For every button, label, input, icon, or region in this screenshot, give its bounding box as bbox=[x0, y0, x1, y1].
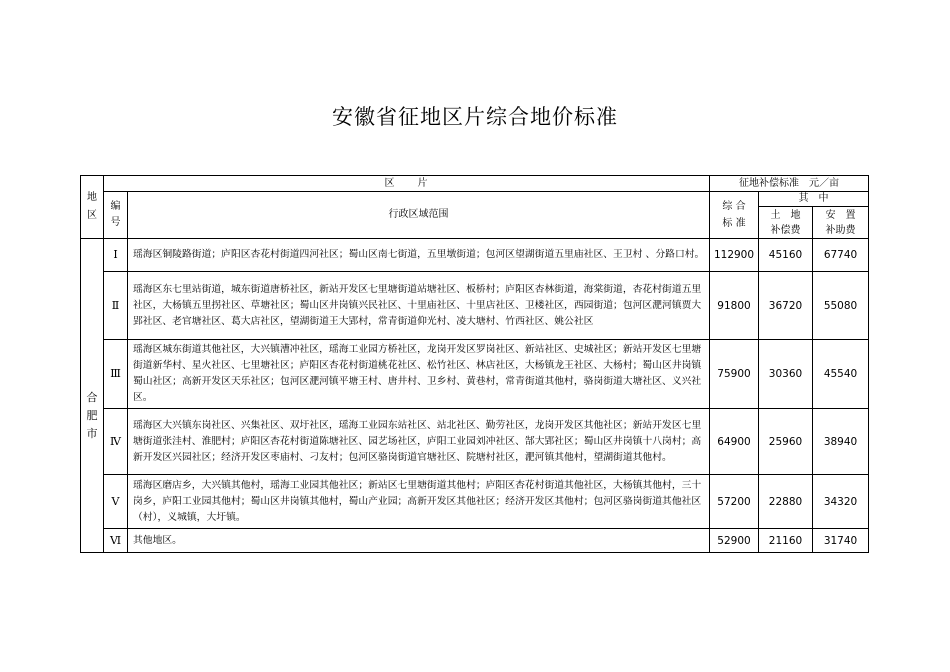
region-name: 合 肥 市 bbox=[81, 239, 104, 553]
admin-scope-header: 行政区域范围 bbox=[128, 192, 710, 239]
resettle-fee-value: 38940 bbox=[813, 409, 869, 475]
resettle-fee-value: 31740 bbox=[813, 529, 869, 553]
zone-number: Ⅱ bbox=[104, 272, 128, 340]
composite-value: 52900 bbox=[710, 529, 759, 553]
resettle-fee-value: 34320 bbox=[813, 475, 869, 529]
zone-number: Ⅲ bbox=[104, 340, 128, 409]
number-header: 编 号 bbox=[104, 192, 128, 239]
page-title: 安徽省征地区片综合地价标准 bbox=[332, 105, 618, 129]
table-row bbox=[81, 239, 869, 272]
composite-value: 64900 bbox=[710, 409, 759, 475]
among-header: 其 中 bbox=[759, 192, 869, 207]
resettle-fee-header: 安 置 补助费 bbox=[813, 207, 869, 239]
table-row bbox=[81, 272, 869, 340]
header-row-1 bbox=[81, 176, 869, 192]
land-fee-value: 25960 bbox=[759, 409, 813, 475]
resettle-fee-value: 67740 bbox=[813, 239, 869, 272]
zone-number: Ⅰ bbox=[104, 239, 128, 272]
zone-scope: 瑶海区大兴镇东岗社区、兴集社区、双圩社区，瑶海工业园东站社区、站北社区、勤劳社区，龙岗开发区其他社区；新站开发区七里塘街道张洼村、淮肥村；庐阳区杏花村街道陈塘社区、园艺场社区，庐阳工业园刘冲社区、郜大郢社区；蜀山区井岗镇十八岗村；高新开发区兴园社区；经济开发区枣庙村、刁友村；包河区骆岗街道官塘社区、院塘村社区，淝河镇其他村，望湖街道其他村。 bbox=[128, 409, 710, 475]
zone-header: 区 片 bbox=[104, 176, 710, 192]
resettle-fee-value: 45540 bbox=[813, 340, 869, 409]
land-price-table bbox=[80, 175, 869, 553]
table-row bbox=[81, 340, 869, 409]
land-fee-header: 土 地 补偿费 bbox=[759, 207, 813, 239]
land-fee-value: 45160 bbox=[759, 239, 813, 272]
land-fee-value: 36720 bbox=[759, 272, 813, 340]
table-row bbox=[81, 409, 869, 475]
compensation-header: 征地补偿标准 元／亩 bbox=[710, 176, 869, 192]
land-fee-value: 21160 bbox=[759, 529, 813, 553]
composite-standard-header: 综 合 标 准 bbox=[710, 192, 759, 239]
zone-scope: 瑶海区磨店乡，大兴镇其他村，瑶海工业园其他社区；新站区七里塘街道其他村；庐阳区杏花村街道其他社区，大杨镇其他村，三十岗乡，庐阳工业园其他村；蜀山区井岗镇其他村，蜀山产业园；高新开发区其他社区；经济开发区其他村；包河区骆岗街道其他社区（村），义城镇，大圩镇。 bbox=[128, 475, 710, 529]
composite-value: 112900 bbox=[710, 239, 759, 272]
zone-scope: 瑶海区东七里站街道，城东街道唐桥社区，新站开发区七里塘街道站塘社区、板桥村；庐阳区杏林街道，海棠街道，杏花村街道五里社区，大杨镇五里拐社区、草塘社区；蜀山区井岗镇兴民社区、十里庙社区、十里店社区、卫楼社区，西园街道；包河区淝河镇贾大郢社区、老官塘社区、葛大店社区，望湖街道王大郢村，常青街道仰光村、凌大塘村、竹西社区、姚公社区 bbox=[128, 272, 710, 340]
composite-value: 91800 bbox=[710, 272, 759, 340]
zone-scope: 瑶海区城东街道其他社区，大兴镇漕冲社区，瑶海工业园方桥社区，龙岗开发区罗岗社区、新站社区、史城社区；新站开发区七里塘街道新华村、星火社区、七里塘社区；庐阳区杏花村街道桃花社区、松竹社区、林店社区，大杨镇龙王社区、大杨村；蜀山区井岗镇蜀山社区；高新开发区天乐社区；包河区淝河镇平塘王村、唐井村、卫乡村、黄巷村，常青街道其他村，骆岗街道大塘社区、义兴社区。 bbox=[128, 340, 710, 409]
table-row bbox=[81, 529, 869, 553]
zone-scope: 瑶海区铜陵路街道；庐阳区杏花村街道四河社区；蜀山区南七街道，五里墩街道；包河区望湖街道五里庙社区、王卫村 、分路口村。 bbox=[128, 239, 710, 272]
land-fee-value: 30360 bbox=[759, 340, 813, 409]
land-fee-value: 22880 bbox=[759, 475, 813, 529]
header-row-2 bbox=[81, 192, 869, 207]
zone-number: Ⅳ bbox=[104, 409, 128, 475]
zone-number: Ⅴ bbox=[104, 475, 128, 529]
region-header: 地 区 bbox=[81, 176, 104, 239]
resettle-fee-value: 55080 bbox=[813, 272, 869, 340]
zone-number: Ⅵ bbox=[104, 529, 128, 553]
table-row bbox=[81, 475, 869, 529]
composite-value: 57200 bbox=[710, 475, 759, 529]
zone-scope: 其他地区。 bbox=[128, 529, 710, 553]
composite-value: 75900 bbox=[710, 340, 759, 409]
